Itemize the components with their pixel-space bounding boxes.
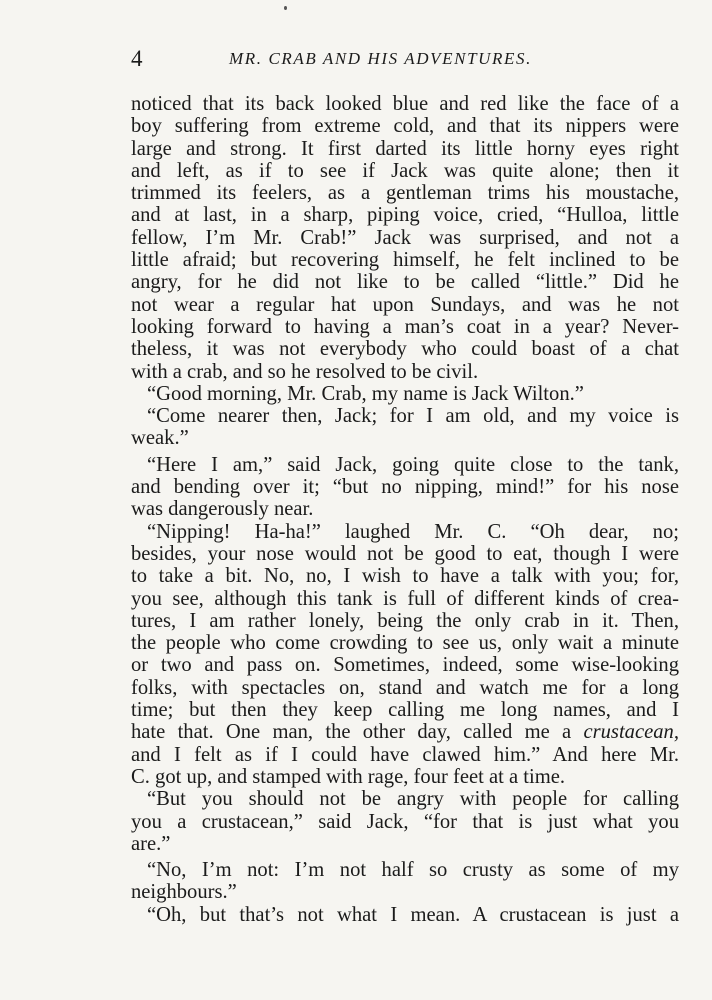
text-line: weak.” xyxy=(131,427,189,450)
body-text xyxy=(131,93,679,926)
text-line: boy suffering from extreme cold, and that its nippers were xyxy=(131,115,679,138)
paper-speck xyxy=(284,6,287,10)
text-line: “Good morning, Mr. Crab, my name is Jack Wilton.” xyxy=(147,382,584,405)
text-line: noticed that its back looked blue and red like the face of a xyxy=(131,93,679,115)
text-line: “Nipping! Ha-ha!” laughed Mr. C. “Oh dear, no; xyxy=(147,520,679,543)
text-line: angry, for he did not like to be called “little.” Did he xyxy=(131,271,679,294)
text-line: folks, with spectacles on, stand and watch me for a long xyxy=(131,676,679,699)
text-line: not wear a regular hat upon Sundays, and was he not xyxy=(131,293,679,316)
text-line xyxy=(131,721,679,743)
text-line: besides, your nose would not be good to eat, though I were xyxy=(131,542,679,565)
text-line: to take a bit. No, no, I wish to have a talk with you; for, xyxy=(131,565,679,588)
text-line: the people who come crowding to see us, only wait a minute xyxy=(131,632,679,655)
text-line: and bending over it; “but no nipping, mind!” for his nose xyxy=(131,476,679,499)
text-line: trimmed its feelers, as a gentleman trims his moustache, xyxy=(131,182,679,205)
text-line: you a crustacean,” said Jack, “for that is just what you xyxy=(131,810,679,833)
text-line: “But you should not be angry with people for calling xyxy=(147,788,679,811)
text-line: fellow, I’m Mr. Crab!” Jack was surprised, and not a xyxy=(131,226,679,249)
text-line: “No, I’m not: I’m not half so crusty as some of my xyxy=(147,859,679,882)
page-header xyxy=(131,46,679,74)
emphasis-crustacean: crustacean, xyxy=(583,721,679,744)
text-line: are.” xyxy=(131,832,171,855)
running-head: MR. CRAB AND HIS ADVENTURES. xyxy=(229,49,532,68)
page-number: 4 xyxy=(131,46,143,71)
text-line: or two and pass on. Sometimes, indeed, some wise-looking xyxy=(131,654,679,677)
text-line: “Come nearer then, Jack; for I am old, and my voice is xyxy=(147,405,679,428)
text-line: was dangerously near. xyxy=(131,498,314,521)
text-line: and I felt as if I could have clawed him.” And here Mr. xyxy=(131,743,679,766)
text-line: “Oh, but that’s not what I mean. A crustacean is just a xyxy=(147,903,679,926)
text-line: little afraid; but recovering himself, he felt inclined to be xyxy=(131,249,679,272)
text-line: and left, as if to see if Jack was quite alone; then it xyxy=(131,159,679,182)
text-line: tures, I am rather lonely, being the only crab in it. Then, xyxy=(131,609,679,632)
text-line: looking forward to having a man’s coat in a year? Never- xyxy=(131,315,679,338)
text-line: with a crab, and so he resolved to be civil. xyxy=(131,360,479,383)
text-line: “Here I am,” said Jack, going quite close to the tank, xyxy=(147,453,679,476)
text-line: time; but then they keep calling me long names, and I xyxy=(131,699,679,722)
text-line: theless, it was not everybody who could boast of a chat xyxy=(131,338,679,361)
text-line: neighbours.” xyxy=(131,881,237,904)
text-fragment: hate that. One man, the other day, called me a xyxy=(131,721,572,744)
text-line: you see, although this tank is full of different kinds of crea- xyxy=(131,587,679,610)
text-line: and at last, in a sharp, piping voice, cried, “Hulloa, little xyxy=(131,204,679,227)
text-line: large and strong. It first darted its little horny eyes right xyxy=(131,137,679,160)
text-line: C. got up, and stamped with rage, four feet at a time. xyxy=(131,765,566,788)
